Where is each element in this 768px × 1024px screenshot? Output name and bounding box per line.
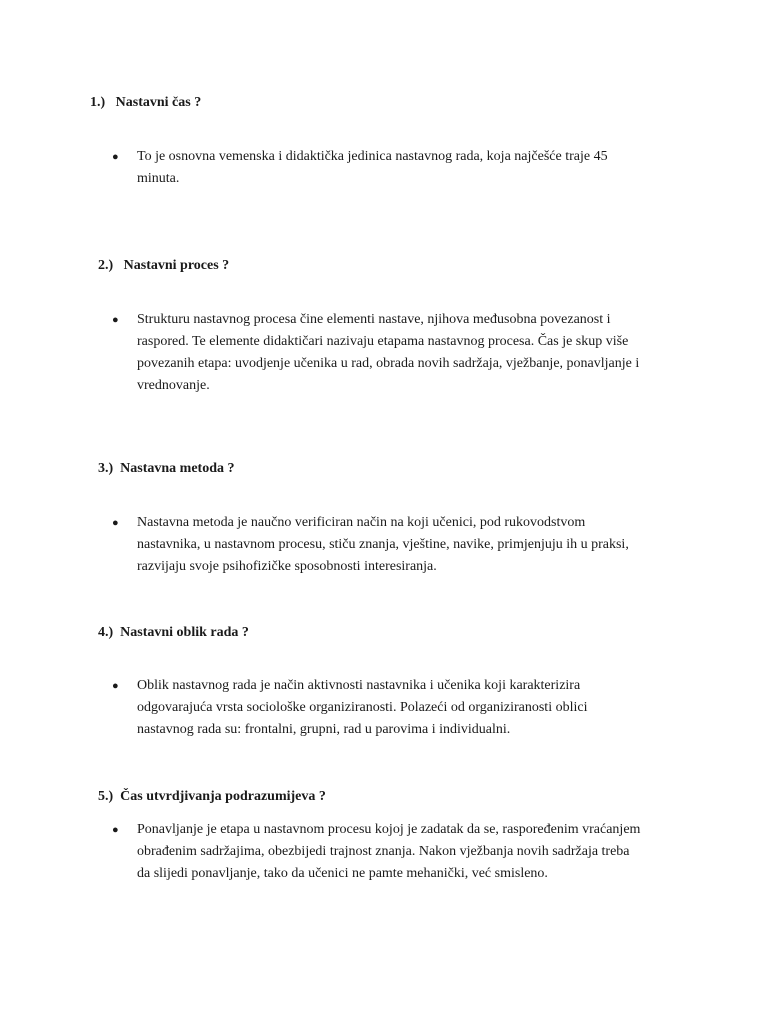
bullet-dot: ● xyxy=(112,314,119,326)
answer-text-5: Ponavljanje je etapa u nastavnom procesu kojoj je zadatak da se, raspoređenim vraćanjem obrađenim sadržajima, obezbijedi trajnost znanja. Nakon vježbanja novih sadržaja treba da slijedi ponavljanje, tako da učenici ne pamte mehanički, već smisleno. xyxy=(137,822,641,881)
question-heading-2: 2.) Nastavni proces ? xyxy=(98,258,230,273)
answer-text-1: To je osnovna vemenska i didaktička jedinica nastavnog rada, koja najčešće traje 45 minuta. xyxy=(137,149,608,186)
question-heading-4: 4.) Nastavni oblik rada ? xyxy=(98,625,249,640)
answer-text-2: Strukturu nastavnog procesa čine elementi nastave, njihova međusobna povezanost i raspored. Te elemente didaktičari nazivaju etapama nastavnog procesa. Čas je skup više povezanih etapa: uvodjenje učenika u rad, obrada novih sadržaja, vježbanje, ponavljanje i vrednovanje. xyxy=(137,312,640,393)
answer-text-3: Nastavna metoda je naučno verificiran način na koji učenici, pod rukovodstvom nastavnika, u nastavnom procesu, stiču znanja, vještine, navike, primjenjuju ih u praksi, razvijaju svoje psihofizičke sposobnosti interesiranja. xyxy=(137,515,629,574)
bullet-dot: ● xyxy=(112,824,119,836)
question-heading-1: 1.) Nastavni čas ? xyxy=(90,95,202,110)
bullet-dot: ● xyxy=(112,517,119,529)
question-heading-3: 3.) Nastavna metoda ? xyxy=(98,461,235,476)
bullet-dot: ● xyxy=(112,151,119,163)
bullet-dot: ● xyxy=(112,680,119,692)
question-heading-5: 5.) Čas utvrdjivanja podrazumijeva ? xyxy=(98,789,326,804)
answer-text-4: Oblik nastavnog rada je način aktivnosti nastavnika i učenika koji karakterizira odgovarajuća vrsta sociološke organiziranosti. Polazeći od organiziranosti oblici nastavnog rada su: frontalni, grupni, rad u parovima i individualni. xyxy=(137,678,588,737)
